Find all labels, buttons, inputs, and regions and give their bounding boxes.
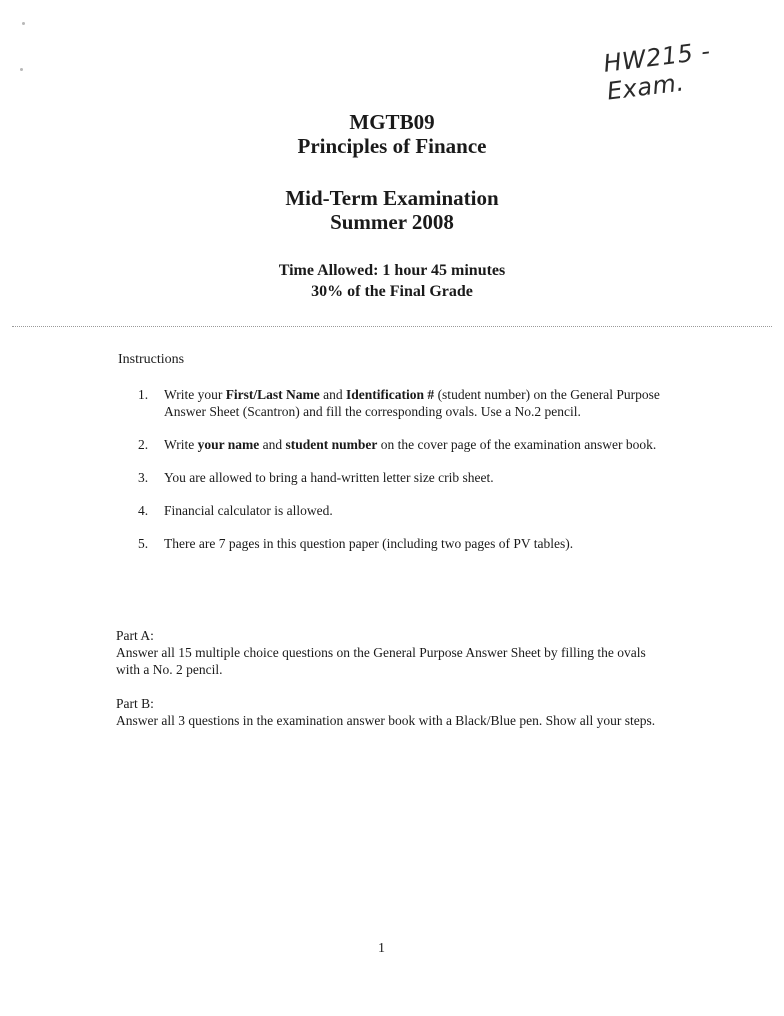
part-a-section	[116, 627, 661, 678]
instruction-text: Write your name and student number on the cover page of the examination answer book.	[164, 437, 657, 452]
instruction-item	[138, 386, 668, 420]
handwritten-annotation: HW215 - Exam.	[602, 36, 712, 106]
instruction-item	[138, 535, 668, 552]
time-allowed: Time Allowed: 1 hour 45 minutes	[278, 262, 506, 279]
part-b-section	[116, 695, 661, 729]
instruction-text: Financial calculator is allowed.	[164, 503, 333, 518]
instruction-number: 4.	[138, 503, 149, 518]
divider	[12, 326, 772, 327]
page-number: 1	[378, 941, 385, 956]
instruction-text: There are 7 pages in this question paper (including two pages of PV tables).	[164, 536, 574, 551]
instructions-heading: Instructions	[118, 352, 185, 367]
grade-weight: 30% of the Final Grade	[311, 283, 473, 300]
scan-speck	[20, 68, 23, 71]
course-name: Principles of Finance	[297, 134, 487, 158]
exam-title: Mid-Term Examination	[285, 186, 499, 210]
part-a-text: Answer all 15 multiple choice questions on the General Purpose Answer Sheet by filling the ovals with a No. 2 pencil.	[116, 645, 646, 677]
part-b-heading: Part B:	[116, 696, 154, 711]
instruction-number: 1.	[138, 387, 149, 402]
instruction-text: Write your First/Last Name and Identification # (student number) on the General Purpose Answer Sheet (Scantron) and fill the corresponding ovals. Use a No.2 pencil.	[164, 387, 660, 419]
instruction-number: 5.	[138, 536, 149, 551]
scan-speck	[22, 22, 25, 25]
instruction-text: You are allowed to bring a hand-written letter size crib sheet.	[164, 470, 494, 485]
course-code: MGTB09	[349, 110, 435, 134]
instructions-list	[138, 386, 668, 568]
exam-term: Summer 2008	[330, 210, 454, 234]
part-a-heading: Part A:	[116, 628, 154, 643]
instruction-item	[138, 469, 668, 486]
instruction-item	[138, 502, 668, 519]
part-b-text: Answer all 3 questions in the examination answer book with a Black/Blue pen. Show all your steps.	[116, 713, 656, 728]
instruction-number: 2.	[138, 437, 149, 452]
instruction-item	[138, 436, 668, 453]
instruction-number: 3.	[138, 470, 149, 485]
